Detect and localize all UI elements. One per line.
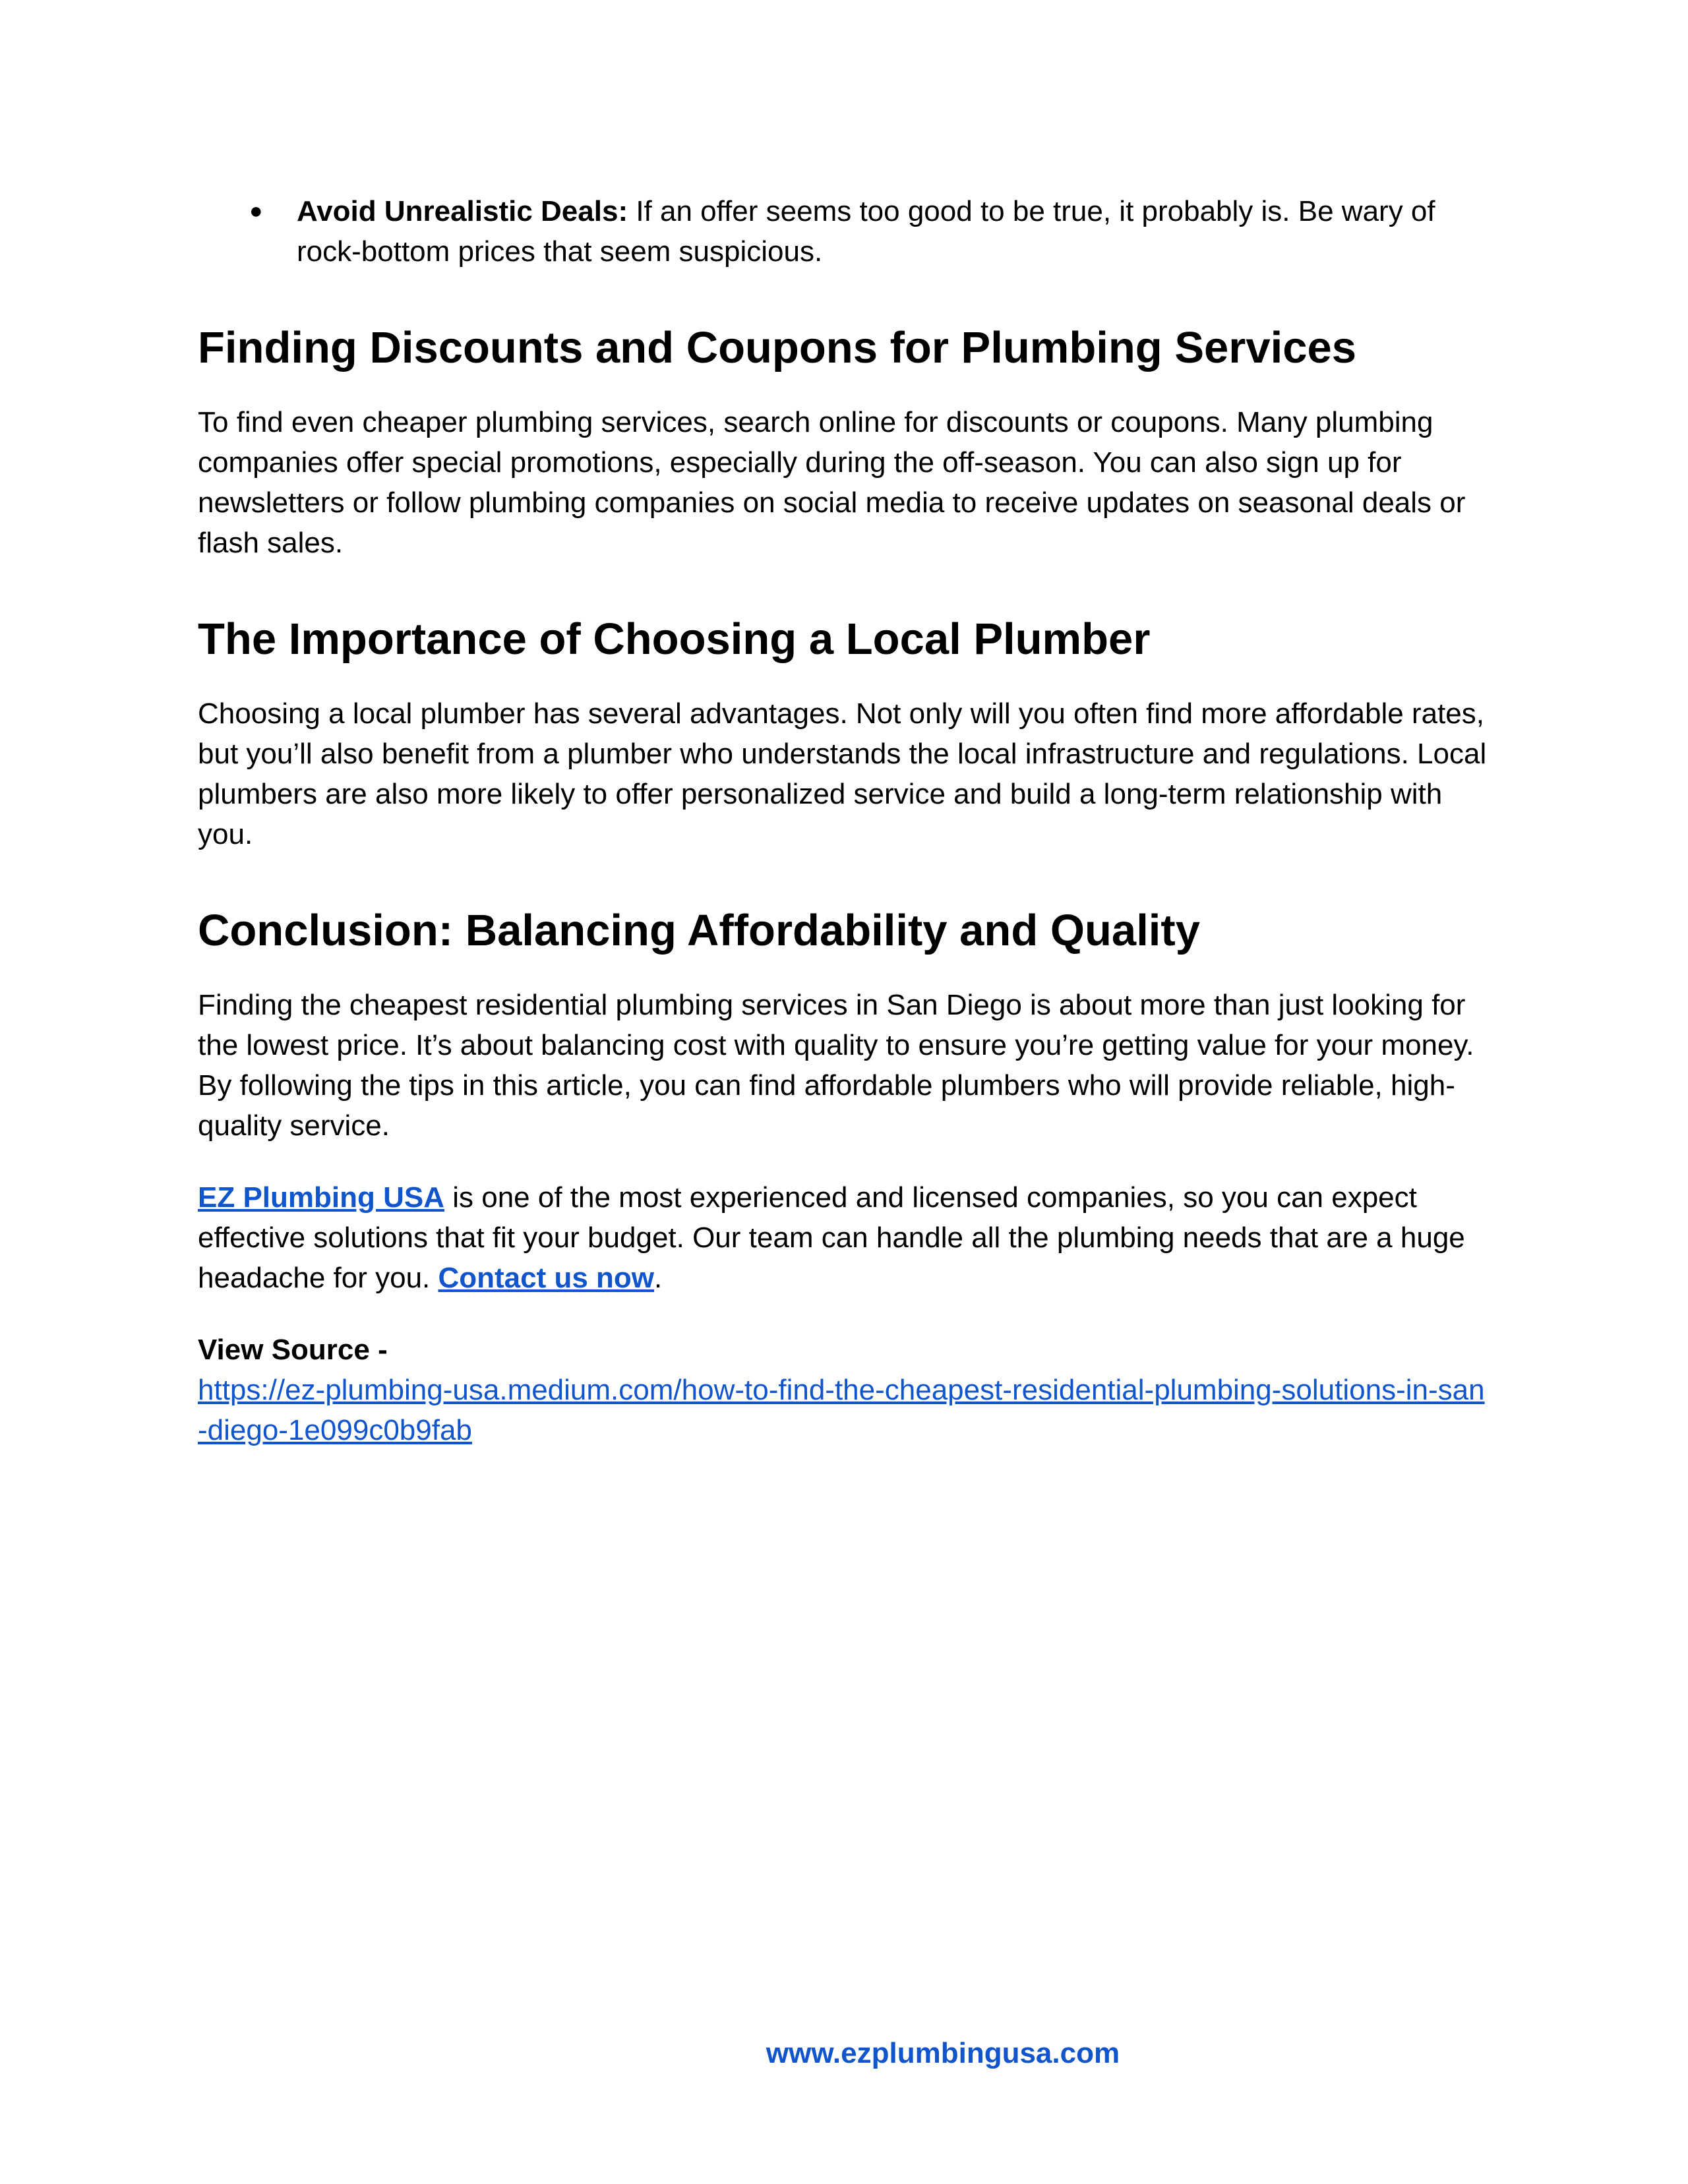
- bullet-text: If an offer seems too good to be true, it probably is. Be wary of rock-bottom prices that seem suspicious.: [297, 195, 1435, 268]
- document-page: [198, 191, 1490, 1450]
- source-url-link[interactable]: https://ez-plumbing-usa.medium.com/how-to-find-the-cheapest-residential-plumbing-solutions-in-san-diego-1e099c0b9fab: [198, 1374, 1485, 1446]
- source-label: View Source -: [198, 1334, 388, 1366]
- paragraph-discounts: To find even cheaper plumbing services, search online for discounts or coupons. Many plumbing companies offer special promotions, especially during the off-season. You can also sign up for newsletters or follow plumbing companies on social media to receive updates on seasonal deals or flash sales.: [198, 406, 1466, 559]
- promo-end: .: [654, 1262, 663, 1294]
- paragraph-local-plumber: Choosing a local plumber has several advantages. Not only will you often find more affordable rates, but you’ll also benefit from a plumber who understands the local infrastructure and regulations. Local plumbers are also more likely to offer personalized service and build a long-term relationship with you.: [198, 697, 1487, 850]
- company-link[interactable]: EZ Plumbing USA: [198, 1181, 444, 1214]
- bullet-list: [198, 191, 1490, 272]
- heading-local-plumber: The Importance of Choosing a Local Plumber: [198, 614, 1151, 664]
- promo-text: is one of the most experienced and licensed companies, so you can expect effective solutions that fit your budget. Our team can handle all the plumbing needs that are a huge headache for you.: [198, 1181, 1465, 1294]
- heading-discounts: Finding Discounts and Coupons for Plumbing Services: [198, 323, 1357, 372]
- heading-conclusion: Conclusion: Balancing Affordability and Quality: [198, 906, 1200, 955]
- paragraph-source: [198, 1330, 1490, 1450]
- footer-website: www.ezplumbingusa.com: [766, 2037, 1120, 2069]
- paragraph-promo: [198, 1177, 1490, 1298]
- bullet-item: [198, 191, 1490, 272]
- paragraph-conclusion: Finding the cheapest residential plumbing services in San Diego is about more than just looking for the lowest price. It’s about balancing cost with quality to ensure you’re getting value for your money. By following the tips in this article, you can find affordable plumbers who will provide reliable, high-quality service.: [198, 989, 1474, 1142]
- contact-link[interactable]: Contact us now: [438, 1262, 655, 1294]
- bullet-dot-icon: ●: [249, 198, 263, 223]
- bullet-label: Avoid Unrealistic Deals:: [297, 195, 628, 227]
